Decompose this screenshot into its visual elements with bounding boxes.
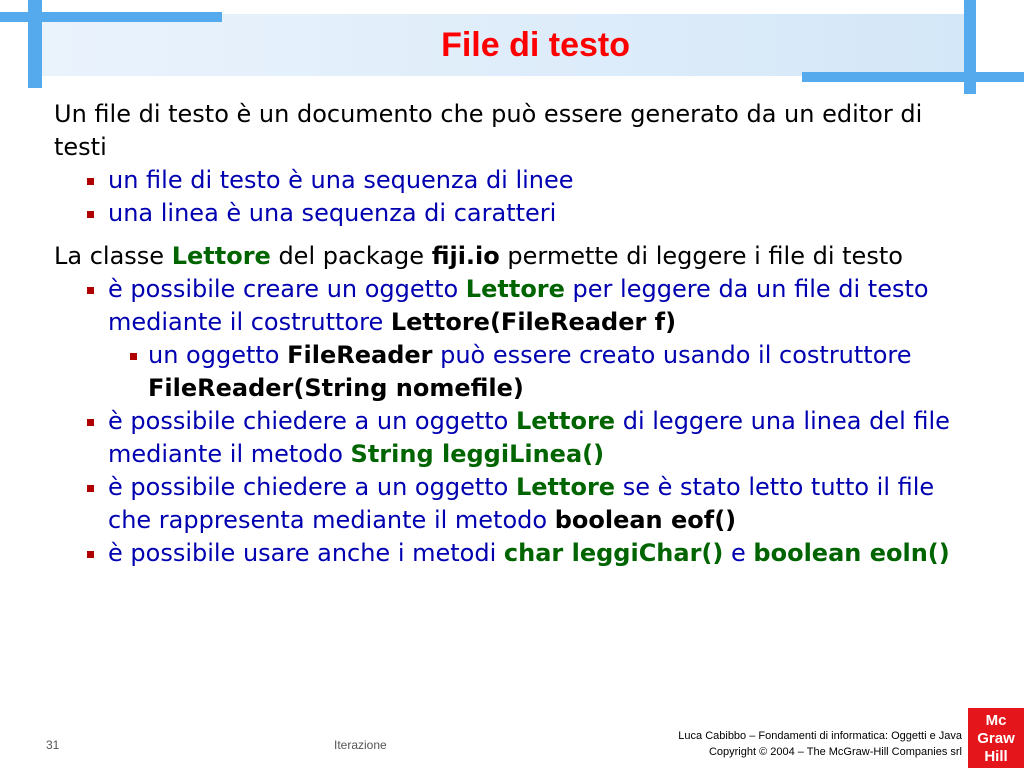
bullet-square-icon (87, 211, 94, 218)
slide-number: 31 (46, 738, 60, 752)
footer-credit (678, 728, 962, 760)
bullet-square-icon (87, 551, 94, 558)
decor-bar-top-left (0, 12, 222, 22)
list-item: è possibile chiedere a un oggetto Lettore se è stato letto tutto il file che rappresenta mediante il metodo boolean eof() (54, 471, 974, 537)
paragraph-lettore: La classe Lettore del package fiji.io permette di leggere i file di testo (54, 242, 903, 270)
bullet-list-1 (54, 164, 974, 230)
credit-line-2: Copyright © 2004 – The McGraw-Hill Companies srl (708, 746, 962, 758)
paragraph-text-file: Un file di testo è un documento che può essere generato da un editor di testi (54, 100, 923, 161)
mcgraw-hill-logo: Mc Graw Hill (968, 708, 1024, 768)
list-item-nested: un oggetto FileReader può essere creato usando il costruttore FileReader(String nomefile) (54, 339, 974, 405)
bullet-square-icon (87, 178, 94, 185)
credit-line-1: Luca Cabibbo – Fondamenti di informatica: Oggetti e Java (678, 730, 962, 742)
footer-topic: Iterazione (334, 738, 387, 752)
list-item: è possibile creare un oggetto Lettore per leggere da un file di testo mediante il costruttore Lettore(FileReader f) (54, 273, 974, 339)
slide-title: File di testo (441, 26, 630, 64)
bullet-square-icon (87, 287, 94, 294)
bullet-square-icon (87, 485, 94, 492)
decor-bar-right-horizontal (802, 72, 1024, 82)
bullet-square-icon (87, 419, 94, 426)
list-item: una linea è una sequenza di caratteri (54, 197, 974, 230)
list-item: è possibile chiedere a un oggetto Lettore di leggere una linea del file mediante il metodo String leggiLinea() (54, 405, 974, 471)
bullet-square-icon (130, 353, 137, 360)
list-item: un file di testo è una sequenza di linee (54, 164, 974, 197)
list-item: è possibile usare anche i metodi char leggiChar() e boolean eoln() (54, 537, 974, 570)
bullet-list-2 (54, 273, 974, 570)
slide-content (54, 98, 974, 570)
